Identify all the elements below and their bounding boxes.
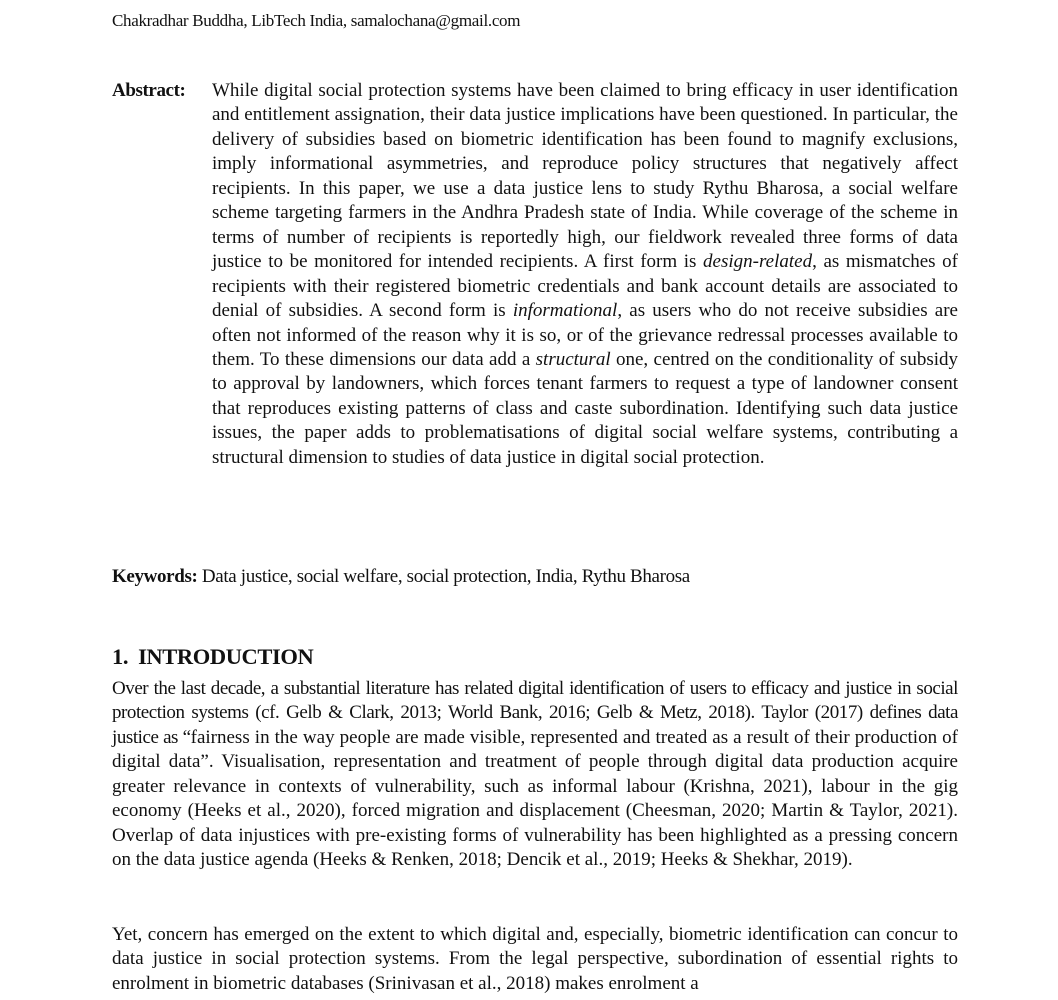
section-heading (112, 644, 313, 670)
abstract-label: Abstract: (112, 80, 186, 101)
author-line: Chakradhar Buddha, LibTech India, samalochana@gmail.com (112, 11, 521, 30)
abstract-body (212, 79, 958, 470)
abstract-text: While digital social protection systems have been claimed to bring efficacy in user identification and entitlement assignation, their data justice implications have been questioned. In particular, the delivery of subsidies based on biometric identification has been found to magnify exclusions, imply informational asymmetries, and reproduce policy structures that negatively affect recipients. In this paper, we use a data justice lens to study Rythu Bharosa, a social welfare scheme targeting farmers in the Andhra Pradesh state of India. While coverage of the scheme in terms of number of recipients is reportedly high, our fieldwork revealed three forms of data justice to be monitored for intended recipients. A first form is (212, 80, 958, 273)
intro-text: fairness in the way people are made visible, represented and treated as a result of their production of digital data”. Visualisation, representation and treatment of people through digital data production acquire greater relevance in contexts of vulnerability, such as informal labour (Krishna, 2021), labour in the gig economy (Heeks et al., 2020), forced migration and displacement (Cheesman, 2020; Martin & Taylor, 2021). Overlap of data injustices with pre-existing forms of vulnerability has been highlighted as a pressing concern on the data justice agenda (Heeks & Renken, 2018; Dencik et al., 2019; Heeks & Shekhar, 2019). (112, 726, 958, 871)
keywords-line (112, 566, 690, 588)
abstract-emphasis: structural (535, 348, 611, 370)
abstract-text: , as mismatches of recipients with their registered biometric credentials and bank account details are associated to denial of subsidies. A second form is (212, 251, 959, 322)
section-title: INTRODUCTION (138, 644, 314, 669)
intro-paragraph (112, 677, 958, 873)
abstract-text: , as users who do not receive subsidies are often not informed of the reason why it is so, or of the grievance redressal processes available to them. To these dimensions our data add a (212, 300, 958, 370)
intro-paragraph: Yet, concern has emerged on the extent to which digital and, especially, biometric identification can concur to data justice in social protection systems. From the legal perspective, subordination of essential rights to enrolment in biometric databases (Srinivasan et al., 2018) makes enrolment a (112, 924, 958, 994)
section-number: 1. (112, 644, 129, 669)
intro-text: Over the last decade, a substantial literature has related digital identification of users to efficacy and justice in social protection systems (cf. Gelb & Clark, 2013; World Bank, 2016; Gelb & Metz, 2018). Taylor (2017) defines data justice as “ (112, 678, 958, 748)
abstract-emphasis: design-related (703, 251, 813, 273)
keywords-text: Data justice, social welfare, social protection, India, Rythu Bharosa (201, 566, 690, 587)
abstract-text: one, centred on the conditionality of subsidy to approval by landowners, which forces tenant farmers to request a type of landowner consent that reproduces existing patterns of class and caste subordination. Identifying such data justice issues, the paper adds to problematisations of digital social welfare systems, contributing a structural dimension to studies of data justice in digital social protection. (212, 348, 958, 468)
keywords-label: Keywords: (112, 566, 198, 587)
abstract-emphasis: informational (512, 300, 618, 322)
